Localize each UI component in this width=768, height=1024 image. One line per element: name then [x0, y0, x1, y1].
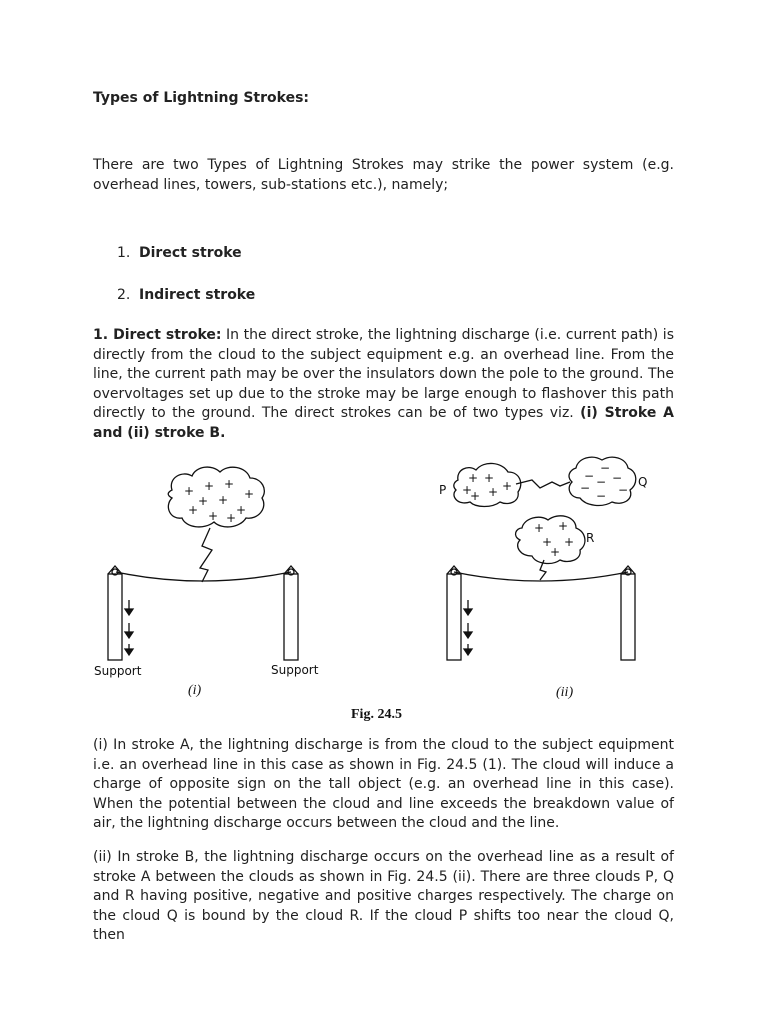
- pole-right-i: [284, 574, 298, 660]
- svg-text:+: +: [188, 503, 199, 517]
- svg-text:+: +: [470, 489, 481, 503]
- svg-text:+: +: [468, 471, 479, 485]
- lightning-diagram: [0, 450, 768, 725]
- cloud-q-label: Q: [638, 475, 648, 489]
- svg-text:+: +: [534, 521, 545, 535]
- cloud-r-label: R: [586, 531, 595, 545]
- svg-text:+: +: [236, 503, 247, 517]
- sub-label-i: (i): [188, 683, 202, 698]
- direct-stroke-paragraph: [93, 326, 674, 443]
- svg-text:+: +: [542, 535, 553, 549]
- list-item-indirect: [117, 285, 255, 305]
- svg-text:+: +: [204, 479, 215, 493]
- svg-text:+: +: [184, 484, 195, 498]
- list-item-direct: [117, 243, 242, 263]
- svg-text:−: −: [580, 481, 591, 495]
- figure-caption: Fig. 24.5: [351, 707, 402, 722]
- svg-text:−: −: [596, 489, 607, 503]
- charges-cloud-q: [580, 461, 628, 503]
- svg-text:−: −: [596, 475, 607, 489]
- cloud-p-label: P: [439, 483, 447, 497]
- support-left-label: Support: [94, 664, 142, 678]
- svg-text:+: +: [488, 485, 499, 499]
- svg-text:+: +: [502, 479, 513, 493]
- svg-text:−: −: [584, 469, 595, 483]
- svg-text:+: +: [558, 519, 569, 533]
- page-title: Types of Lightning Strokes:: [93, 90, 310, 106]
- svg-text:+: +: [208, 509, 219, 523]
- svg-text:+: +: [550, 545, 561, 559]
- charges-cloud-r: [534, 519, 574, 559]
- svg-text:−: −: [612, 471, 623, 485]
- list-number: 2.: [117, 287, 131, 303]
- svg-text:+: +: [484, 471, 495, 485]
- support-right-label: Support: [271, 663, 319, 677]
- svg-text:+: +: [226, 511, 237, 525]
- lightning-bolt-pq-icon: [516, 480, 570, 488]
- sub-label-ii: (ii): [556, 685, 574, 700]
- svg-text:+: +: [244, 487, 255, 501]
- svg-text:+: +: [462, 483, 473, 497]
- list-label: Indirect stroke: [139, 287, 256, 303]
- stroke-a-paragraph: (i) In stroke A, the lightning discharge is from the cloud to the subject equipment i.e. an overhead line in this case as shown in Fig. 24.5 (1). The cloud will induce a charge of opposite sign on the tall object (e.g. an overhead line in this case). When the potential between the cloud and line exceeds the breakdown value of air, the lightning discharge occurs between the cloud and the line.: [93, 737, 674, 831]
- svg-text:−: −: [618, 483, 629, 497]
- stroke-b-paragraph: (ii) In stroke B, the lightning discharge occurs on the overhead line as a result of stroke A between the clouds as shown in Fig. 24.5 (ii). There are three clouds P, Q and R having positive, negative and positive charges respectively. The charge on the cloud Q is bound by the cloud R. If the cloud P shifts too near the cloud Q, then: [93, 849, 674, 943]
- pole-left-ii: [447, 574, 461, 660]
- intro-paragraph: There are two Types of Lightning Strokes may strike the power system (e.g. overhead lines, towers, sub-stations etc.), namely;: [93, 157, 674, 193]
- svg-text:+: +: [224, 477, 235, 491]
- direct-stroke-heading: 1. Direct stroke:: [93, 327, 222, 343]
- pole-left: [108, 574, 122, 660]
- list-number: 1.: [117, 245, 131, 261]
- direct-stroke-types: (i) Stroke A and (ii) stroke B.: [93, 405, 675, 441]
- svg-text:−: −: [600, 461, 611, 475]
- svg-text:+: +: [218, 493, 229, 507]
- svg-text:+: +: [198, 494, 209, 508]
- charges-left-cloud: [184, 477, 254, 525]
- svg-text:+: +: [564, 535, 575, 549]
- pole-right-ii: [621, 574, 635, 660]
- figure-24-5: [0, 450, 768, 725]
- lightning-bolt-left-icon: [200, 528, 212, 582]
- direct-stroke-text: In the direct stroke, the lightning discharge (i.e. current path) is directly from the cloud to the subject equipment e.g. an overhead line. From the line, the current path may be over the insulators down the pole to the ground. The overvoltages set up due to the stroke may be large enough to flashover this path directly to the ground. The direct strokes can be of two types viz.: [93, 327, 674, 421]
- list-label: Direct stroke: [139, 245, 242, 261]
- charges-cloud-p: [462, 471, 512, 503]
